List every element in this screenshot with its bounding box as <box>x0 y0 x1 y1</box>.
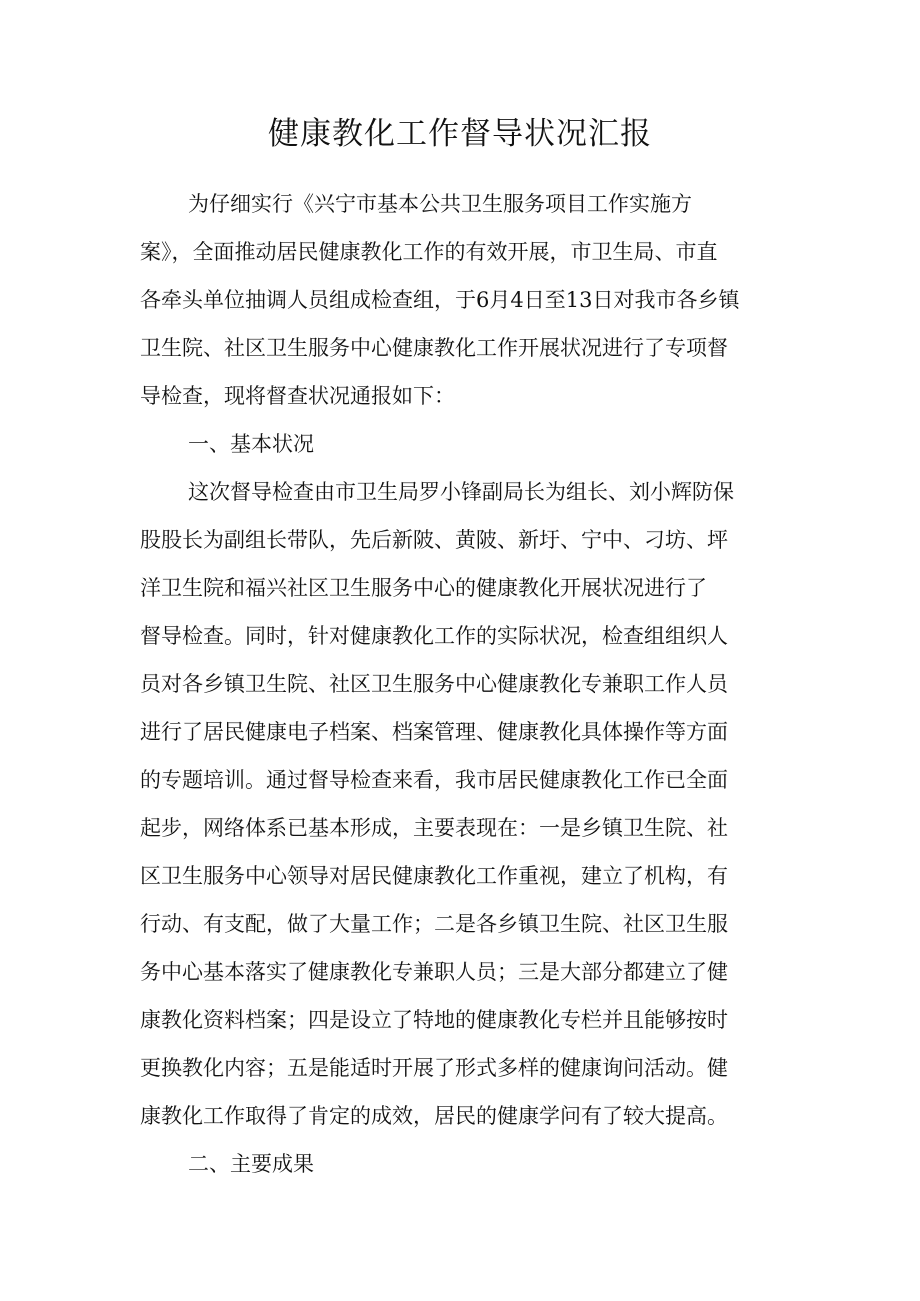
paragraph-line: 区卫生服务中心领导对居民健康教化工作重视，建立了机构，有 <box>140 864 728 888</box>
paragraph-line: 卫生院、社区卫生服务中心健康教化工作开展状况进行了专项督 <box>140 336 728 360</box>
paragraph-line: 为仔细实行《兴宁市基本公共卫生服务项目工作实施方 <box>188 192 692 216</box>
paragraph-line: 股股长为副组长带队，先后新陂、黄陂、新圩、宁中、刁坊、坪 <box>140 528 728 552</box>
paragraph-line: 康教化工作取得了肯定的成效，居民的健康学问有了较大提高。 <box>140 1104 728 1128</box>
section-heading: 二、主要成果 <box>188 1152 314 1176</box>
paragraph-line: 洋卫生院和福兴社区卫生服务中心的健康教化开展状况进行了 <box>140 576 707 600</box>
paragraph-line: 督导检查。同时，针对健康教化工作的实际状况，检查组组织人 <box>140 624 728 648</box>
paragraph-line: 这次督导检查由市卫生局罗小锋副局长为组长、刘小辉防保 <box>188 480 734 504</box>
paragraph-line: 进行了居民健康电子档案、档案管理、健康教化具体操作等方面 <box>140 720 728 744</box>
paragraph-line: 起步，网络体系已基本形成，主要表现在：一是乡镇卫生院、社 <box>140 816 728 840</box>
paragraph-line: 务中心基本落实了健康教化专兼职人员；三是大部分都建立了健 <box>140 960 728 984</box>
paragraph-line: 的专题培训。通过督导检查来看，我市居民健康教化工作已全面 <box>140 768 728 792</box>
paragraph-line: 行动、有支配，做了大量工作；二是各乡镇卫生院、社区卫生服 <box>140 912 728 936</box>
paragraph-line: 案》，全面推动居民健康教化工作的有效开展，市卫生局、市直 <box>140 240 718 264</box>
paragraph-line: 康教化资料档案；四是设立了特地的健康教化专栏并且能够按时 <box>140 1008 728 1032</box>
page-title: 健康教化工作督导状况汇报 <box>268 116 652 152</box>
paragraph-line: 更换教化内容；五是能适时开展了形式多样的健康询问活动。健 <box>140 1056 728 1080</box>
paragraph-line: 导检查，现将督查状况通报如下： <box>140 384 455 408</box>
section-heading: 一、基本状况 <box>188 432 314 456</box>
paragraph-line: 员对各乡镇卫生院、社区卫生服务中心健康教化专兼职工作人员 <box>140 672 728 696</box>
paragraph-line: 各牵头单位抽调人员组成检查组，于6月4日至13日对我市各乡镇 <box>140 288 740 312</box>
